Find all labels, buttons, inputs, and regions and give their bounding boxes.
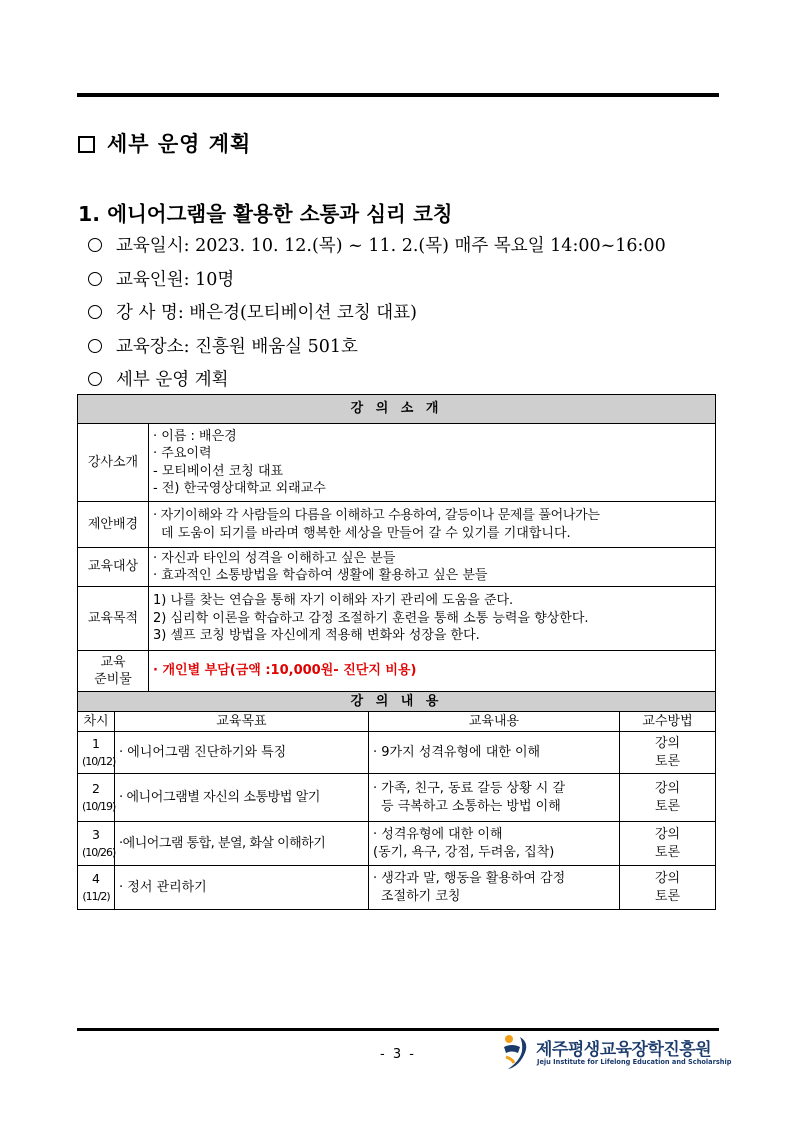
instructor-cell <box>149 424 716 502</box>
instructor-line: - 모티베이션 코칭 대표 <box>153 463 284 479</box>
org-name-en: Jeju Institute for Lifelong Education and Scholarship <box>537 1058 732 1066</box>
goal-line: 2) 심리학 이론을 학습하고 감정 조절하기 훈련을 통해 소통 능력을 향상한다. <box>153 610 589 626</box>
org-name: 제주평생교육장학진흥원 <box>536 1040 712 1060</box>
col-header-method: 교수방법 <box>620 712 716 732</box>
program-table <box>77 394 716 910</box>
col-header-session: 차시 <box>78 712 115 732</box>
session-content-line: 조절하기 코칭 <box>381 888 461 904</box>
session-content-line: · 9가지 성격유형에 대한 이해 <box>373 744 541 760</box>
section-title <box>78 128 251 158</box>
circle-bullet-icon <box>88 238 102 252</box>
circle-bullet-icon <box>88 305 102 319</box>
session-number: 2 <box>92 781 100 796</box>
table-row <box>78 732 716 774</box>
org-emblem-icon <box>500 1033 534 1073</box>
background-line: 데 도움이 되기를 바라며 행복한 세상을 만들어 갈 수 있기를 기대합니다. <box>161 525 571 541</box>
circle-bullet-icon <box>88 272 102 286</box>
background-label: 제안배경 <box>78 502 149 548</box>
bullet-text: 교육인원: 10명 <box>116 269 235 290</box>
col-header-goal: 교육목표 <box>115 712 369 732</box>
background-cell <box>149 502 716 548</box>
session-content-line: (동기, 욕구, 강점, 두려움, 집착) <box>373 844 555 860</box>
session-date: (11/2) <box>82 889 110 903</box>
prep-label <box>78 651 149 692</box>
bullet-text: 교육장소: 진흥원 배움실 501호 <box>116 336 358 357</box>
session-content <box>369 866 620 910</box>
session-date: (10/19) <box>82 799 116 813</box>
session-content <box>369 732 620 774</box>
session-content <box>369 774 620 822</box>
session-content-line: 등 극복하고 소통하는 방법 이해 <box>381 798 561 814</box>
bullet-item <box>88 331 666 365</box>
session-content <box>369 822 620 866</box>
session-method <box>620 822 716 866</box>
program-title: 1. 에니어그램을 활용한 소통과 심리 코칭 <box>78 202 453 226</box>
method-line: 강의 <box>654 781 681 796</box>
bottom-rule <box>77 1028 719 1031</box>
target-cell <box>149 548 716 587</box>
session-number: 3 <box>92 827 100 842</box>
session-cell <box>78 822 115 866</box>
session-content-line: · 성격유형에 대한 이해 <box>373 827 503 842</box>
session-goal: · 에니어그램 진단하기와 특징 <box>115 732 369 774</box>
session-method <box>620 732 716 774</box>
checkbox-square-icon <box>78 136 95 153</box>
table-row <box>78 822 716 866</box>
prep-text: · 개인별 부담(금액 :10,000원- 진단지 비용) <box>149 651 716 692</box>
bullet-text: 강 사 명: 배은경(모티베이션 코칭 대표) <box>116 303 417 323</box>
prep-label-line: 준비물 <box>94 672 132 687</box>
method-line: 토론 <box>654 888 681 904</box>
instructor-label: 강사소개 <box>78 424 149 502</box>
session-cell <box>78 774 115 822</box>
goal-label: 교육목적 <box>78 587 149 651</box>
section-title-text: 세부 운영 계획 <box>107 132 252 156</box>
method-line: 토론 <box>654 844 681 860</box>
table-row <box>78 774 716 822</box>
session-number: 4 <box>92 871 100 886</box>
method-line: 강의 <box>654 871 681 886</box>
bullet-list <box>88 230 666 398</box>
col-header-content: 교육내용 <box>369 712 620 732</box>
goal-line: 1) 나를 찾는 연습을 통해 자기 이해와 자기 관리에 도움을 준다. <box>153 593 514 609</box>
bullet-text: 교육일시: 2023. 10. 12.(목) ~ 11. 2.(목) 매주 목요일 14:00~16:00 <box>116 236 666 256</box>
target-line: · 효과적인 소통방법을 학습하여 생활에 활용하고 싶은 분들 <box>153 568 488 583</box>
circle-bullet-icon <box>88 372 102 386</box>
session-number: 1 <box>92 736 100 751</box>
background-line: · 자기이해와 각 사람들의 다름을 이해하고 수용하여, 갈등이나 문제를 풀어나가는 <box>153 508 600 523</box>
top-rule <box>77 93 719 97</box>
bullet-item <box>88 297 666 331</box>
org-logo <box>500 1033 730 1073</box>
page-number: - 3 - <box>380 1047 416 1062</box>
session-date: (10/26) <box>82 845 116 859</box>
method-line: 토론 <box>654 798 681 814</box>
bullet-item <box>88 230 666 264</box>
goal-line: 3) 셀프 코칭 방법을 자신에게 적용해 변화와 성장을 한다. <box>153 628 480 644</box>
target-line: · 자신과 타인의 성격을 이해하고 싶은 분들 <box>153 550 396 566</box>
method-line: 강의 <box>654 827 681 842</box>
session-method <box>620 866 716 910</box>
bullet-item <box>88 364 666 398</box>
session-cell <box>78 732 115 774</box>
prep-label-line: 교육 <box>100 654 126 670</box>
session-goal: · 에니어그램별 자신의 소통방법 알기 <box>115 774 369 822</box>
instructor-line: - 전) 한국영상대학교 외래교수 <box>153 481 326 496</box>
instructor-line: · 이름 : 배은경 <box>153 428 237 444</box>
table-row <box>78 866 716 910</box>
goal-cell <box>149 587 716 651</box>
intro-header: 강 의 소 개 <box>78 395 716 424</box>
session-content-line: · 생각과 말, 행동을 활용하여 감정 <box>373 871 566 886</box>
method-line: 토론 <box>654 753 681 769</box>
session-method <box>620 774 716 822</box>
session-goal: · 정서 관리하기 <box>115 866 369 910</box>
session-goal: ·에니어그램 통합, 분열, 화살 이해하기 <box>115 822 369 866</box>
circle-bullet-icon <box>88 339 102 353</box>
session-cell <box>78 866 115 910</box>
method-line: 강의 <box>654 736 681 751</box>
bullet-text: 세부 운영 계획 <box>116 370 229 390</box>
content-header: 강 의 내 용 <box>78 692 716 712</box>
target-label: 교육대상 <box>78 548 149 587</box>
session-date: (10/12) <box>82 754 116 768</box>
instructor-line: · 주요이력 <box>153 446 212 461</box>
bullet-item <box>88 264 666 298</box>
session-content-line: · 가족, 친구, 동료 갈등 상황 시 갈 <box>373 781 566 796</box>
